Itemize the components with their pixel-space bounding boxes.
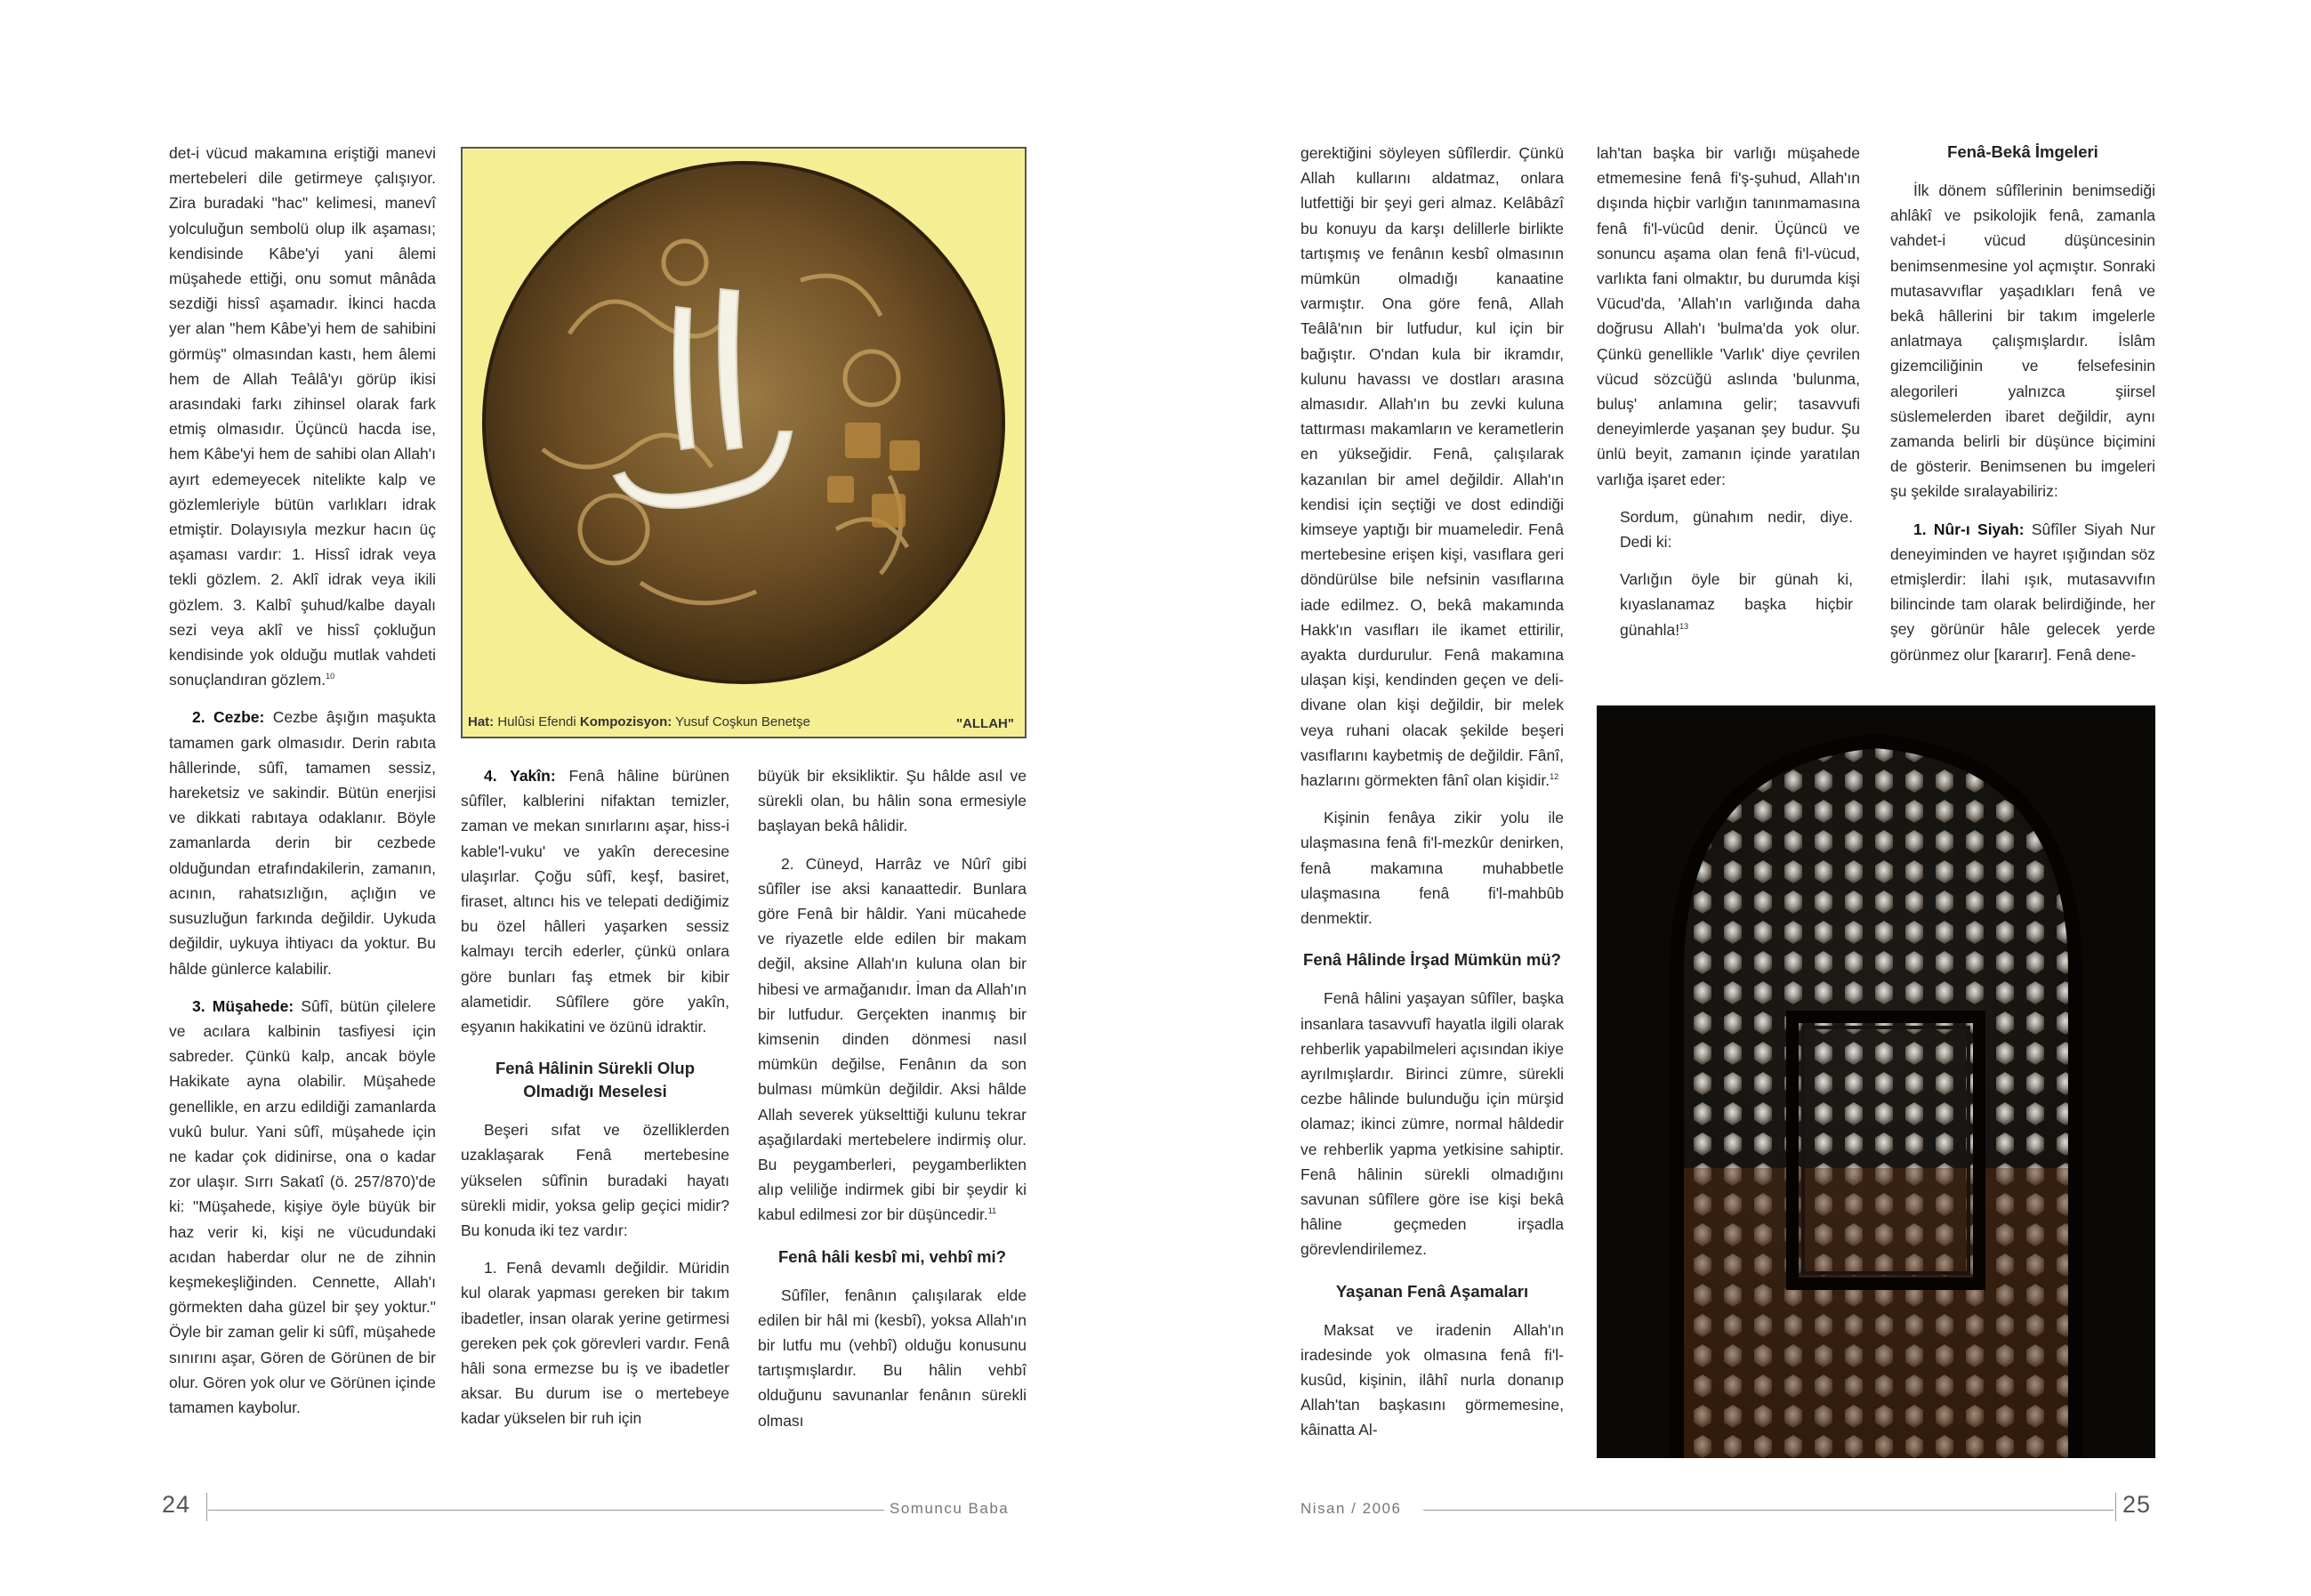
paragraph-bir: 1. Fenâ devamlı değildir. Müridin kul olarak yapması gereken bir takım ibadetler, insan olarak yerine getirmesi gereken pek çok görevleri vardır. Fenâ hâli sona ermezse bu iş ve ibadetler aksar. Bu durum ise o mertebeye kadar yükselen bir ruh için: [461, 1259, 729, 1428]
paragraph-iki: 2. Cüneyd, Harrâz ve Nûrî gibi sûfîler ise aksi kanaattedir. Bunlara göre Fenâ bir hâldir. Yani mücahede ve riyazetle elde edilen bir makam değil, aksine Allah'ın kuluna olan bir hibesi ve armağanıdır. İman da Allah'ın bir lutfudur. Gerçekten inanmış bir kimsenin dinden dönmesi nasıl mümkün değilse, Fenânın da son bulması mümkün değildir. Aksi hâlde Allah severek yükselttiği kulunu tekrar aşağılardaki mertebelere indirmiş olur. Bu peygamberleri, peygamberlikten alıp veliliğe indirmek gibi bir şeydir ki kabul edilmesi zor bir düşüncedir.$^{11}$: [758, 854, 1027, 1224]
footer-rule-left: [208, 1510, 884, 1511]
paragraph-ilk: İlk dönem sûfîlerinin benimsediği ahlâkî ve psikolojik fenâ, zamanla vahdet-i vücud düşüncesinin benimsenmesine yol açmıştır. Sonraki mutasavvıflar yaşadıkları fenâ ve bekâ hâllerini bir takım imgelerle anlatmaya çalışmışlardır. İslâm gizemciliğinin ve felsefesinin alegorileri yalnızca şiirsel süslemelerden ibaret değildir, aynı zamanda belirli bir düşünce biçimini de gösterir. Benimsenen bu imgeleri şu şekilde sıralayabiliriz:: [1890, 181, 2155, 501]
paragraph-irsad: Fenâ hâlini yaşayan sûfîler, başka insanlara tasavvufî hayatla ilgili olarak rehberlik yapabilmeleri açısından ikiye ayrılmışlardır. Birinci zümre, sürekli cezbe hâlinde bulunduğu için mürşid olamaz; ikinci zümre, normal hâldedir ve rehberlik yapma yetkisine sahiptir. Fenâ hâlinin sürekli olmadığını savunan sûfîlere göre ise kişi bekâ hâline geçmeden irşadla görevlendirilemez.: [1300, 989, 1564, 1259]
footer-divider-right: [2115, 1493, 2116, 1521]
image-caption: Hat: Hulûsi Efendi Kompozisyon: Yusuf Coşkun Benetşe "ALLAH": [468, 714, 1014, 731]
paragraph-kisinin: Kişinin fenâya zikir yolu ile ulaşmasına fenâ fi'l-mezkûr denirken, fenâ makamına muhabbetle ulaşmasına fenâ fi'l-mahbûb denmektir.: [1300, 809, 1564, 928]
heading-imgeler: Fenâ-Bekâ İmgeleri: [1947, 142, 2098, 161]
page-number-right: 25: [2122, 1491, 2152, 1518]
image-title: "ALLAH": [955, 716, 1014, 731]
footer-rule-right: [1423, 1510, 2114, 1511]
left-column-3: [758, 763, 1027, 1446]
issue-date: Nisan / 2006: [1300, 1500, 1402, 1517]
right-column-1: [1300, 141, 1564, 1455]
paragraph-yakin: 4. Yakîn: Fenâ hâline bürünen sûfîler, kalblerini nifaktan temizler, zaman ve mekan sınırlarını aşar, hiss-i kable'l-vuku' ve yakîn derecesine ulaşırlar. Çoğu sûfî, keşf, basiret, firaset, altıncı his ve telepati dediğimiz bu özel hâlleri yaşarken sessiz kalmayı tercih ederler, çünkü onlara göre bunları faş etmek bir kibir alametidir. Sûfîlere göre yakîn, eşyanın hakikatini ve özünü idraktir.: [461, 767, 729, 1036]
footer-divider-left: [206, 1493, 207, 1521]
paragraph-cezbe: 2. Cezbe: Cezbe âşığın maşukta tamamen gark olmasıdır. Derin rabıta hâllerinde, sûfî, tamamen sessiz, hareketsiz ve sakindir. Bütün enerjisi ve dikkati rabıtaya odaklanır. Böyle zamanlarda derin bir cezbede olduğundan etrafındakilerin, zamanın, acının, rahatsızlığın, açlığın ve susuzluğun farkında değildir. Uykuda değildir, uykuya ihtiyacı da yoktur. Bu hâlde günlerce kalabilir.: [169, 708, 436, 978]
paragraph-nur: 1. Nûr-ı Siyah: Sûfîler Siyah Nur deneyiminden ve hayret ışığından söz etmişlerdir: İlahi ışık, mutasavvıfın bilincinde tam olarak belirdiğinde, her şey görünür hâle gelecek yerde görünmez olur [kararır]. Fenâ dene-: [1890, 520, 2155, 664]
heading-fena-surekli: Fenâ Hâlinin Sürekli Olup Olmadığı Meselesi: [495, 1059, 696, 1101]
lattice-window-image: [1597, 705, 2155, 1458]
magazine-name: Somuncu Baba: [890, 1500, 1010, 1517]
paragraph-sufiler: Sûfîler, fenânın çalışılarak elde edilen bir hâl mi (kesbî), yoksa Allah'ın bir lutfu mu (vehbî) olduğu konusunu tartışmışlardır. Bu hâlin vehbî olduğunu savunanlar fenânın sürekli olması: [758, 1286, 1027, 1430]
quote-line-1: Sordum, günahım nedir, diye. Dedi ki:: [1620, 507, 1853, 552]
paragraph-cont: lah'tan başka bir varlığı müşahede etmemesine fenâ fi'ş-şuhud, Allah'ın dışında hiçbir varlığın tanınmamasına fenâ fi'l-vücûd denir. Üçüncü ve sonuncu aşama olan fenâ fi'l-vücud, varlıkta fani olmaktır, bu durumda kişi Vücud'da, 'Allah'ın varlığında daha doğrusu Allah'ı 'bulma'da yok olur. Çünkü genellikle 'Varlık' diye çevrilen vücud sözcüğü aslında 'bulunma, buluş' anlamına gelir; tasavvufi deneyimlerde yaşanan şey budur. Şu ünlü beyit, zamanın içinde yaratılan varlığa işaret eder:: [1597, 144, 1860, 488]
right-column-2: [1597, 141, 1860, 655]
left-column-2: [461, 763, 729, 1444]
left-column-1: [169, 141, 436, 1432]
paragraph-intro: det-i vücud makamına eriştiği manevi mertebeleri dile getirmeye çalışıyor. Zira buradaki "hac" kelimesi, manevî yolculuğun sembolü olup ilk aşaması; kendisinde Kâbe'yi yani âlemi müşahede ettiği, onu somut mânâda sezdiği hissî aşamadır. İkinci hacda yer alan "hem Kâbe'yi hem de sahibini görmüş" olmasından kastı, hem âlemi hem de Allah Teâlâ'yı görüp ikisi arasındaki farkı zihinsel olarak fark etmiş olmasıdır. Üçüncü hacda ise, hem Kâbe'yi hem de sahibi olan Allah'ı ayırt edemeyecek nitelikte kalp ve gözlemleriyle bütün varlıkları idrak etmiştir. Dolayısıyla mezkur hacın üç aşaması vardır: 1. Hissî idrak veya tekli gözlem. 2. Aklî idrak veya ikili gözlem. 3. Kalbî şuhud/kalbe dayalı sezi veya aklî ve hissî çokluğun kendisinde yok olduğu mutlak vahdeti sonuçlandıran gözlem.$^{10}$: [169, 144, 436, 689]
page-number-left: 24: [162, 1491, 191, 1518]
paragraph-beseri: Beşeri sıfat ve özelliklerden uzaklaşarak Fenâ mertebesine yükselen sûfînin buradaki hayatı sürekli midir, yoksa gelip geçici midir? Bu konuda iki tez vardır:: [461, 1121, 729, 1240]
lattice-window-illustration: [1597, 705, 2155, 1458]
paragraph-cont: gerektiğini söyleyen sûfîlerdir. Çünkü Allah kullarını aldatmaz, onlara lutfettiği bir şeyi geri almaz. Kelâbâzî bu konuyu da karşı delillerle birlikte tartışmış ve fenânın kesbî olmasının mümkün olmadığı kanaatine varmıştır. Ona göre fenâ, Allah Teâlâ'nın bir lutfudur, kul için bir bağıştır. O'ndan kula bir ikramdır, kulunu havassı ve dostları arasına almasıdır. Allah'ın bu zevki kuluna tattırması makamların ve kerametlerin en yükseğidir. Fenâ, çalışılarak kazanılan bir amel değildir. Allah'ın kendisi için seçtiği ve dost edindiği kimseye yaptığı bir muameledir. Fenâ mertebesine erişen kişi, vasıflara geri döndürülse bile nefsinin vasıflarına iade edilmez. O, bekâ makamında Hakk'ın vasıfları ile ikamet ettirilir, ayakta durdurulur. Fenâ makamına ulaşan kişi, kendinden geçen ve deli-divane olan kişi değildir, bir melek veya ruhani olacak şekilde beşeri vasıflarını kaybetmiş de değildir. Fânî, hazlarını görmekten fânî olan kişidir.$^{12}$: [1300, 144, 1564, 790]
paragraph-musahede: 3. Müşahede: Sûfî, bütün çilelere ve acılara kalbinin tasfiyesi için sabreder. Çünkü kalp, ancak böyle Hakikate ayna olabilir. Müşahede genellikle, en arzu edildiği zamanlarda vukû bulur. Yani sûfî, müşahede için ne kadar çok didinirse, ona o kadar zor ulaşır. Sırrı Sakatî (ö. 257/870)'de ki: "Müşahede, kişiye öyle büyük bir haz verir ki, kişi ne vücudundaki acıdan haberdar olur ne de zihnin keşmekeşliğinden. Cennette, Allah'ı görmekten daha güzel bir şey yoktur." Öyle bir zaman gelir ki sûfî, müşahede sınırını aşar, Gören de Görünen de bir olur. Gören yok olur ve Görünen içinde tamamen kaybolur.: [169, 996, 436, 1416]
paragraph-cont: büyük bir eksikliktir. Şu hâlde asıl ve sürekli olan, bu hâlin sona ermesiyle başlayan bekâ hâlidir.: [758, 767, 1027, 835]
heading-irsad: Fenâ Hâlinde İrşad Mümkün mü?: [1303, 950, 1561, 970]
quote-line-2: Varlığın öyle bir günah ki, kıyaslanamaz başka hiçbir günahla!$^{13}$: [1620, 570, 1853, 639]
heading-kesbi-vehbi: Fenâ hâli kesbî mi, vehbî mi?: [778, 1246, 1006, 1266]
calligraphy-image: [461, 147, 1027, 738]
paragraph-maksat: Maksat ve iradenin Allah'ın iradesinde yok olmasına fenâ fi'l-kusûd, kişinin, ilâhî nurla donanıp Allah'tan başkasını görmemesine, kâinatta Al-: [1300, 1320, 1564, 1439]
heading-asamalar: Yaşanan Fenâ Aşamaları: [1335, 1281, 1529, 1301]
calligraphy-plate-illustration: [463, 156, 1025, 689]
right-column-3: [1890, 141, 2155, 680]
